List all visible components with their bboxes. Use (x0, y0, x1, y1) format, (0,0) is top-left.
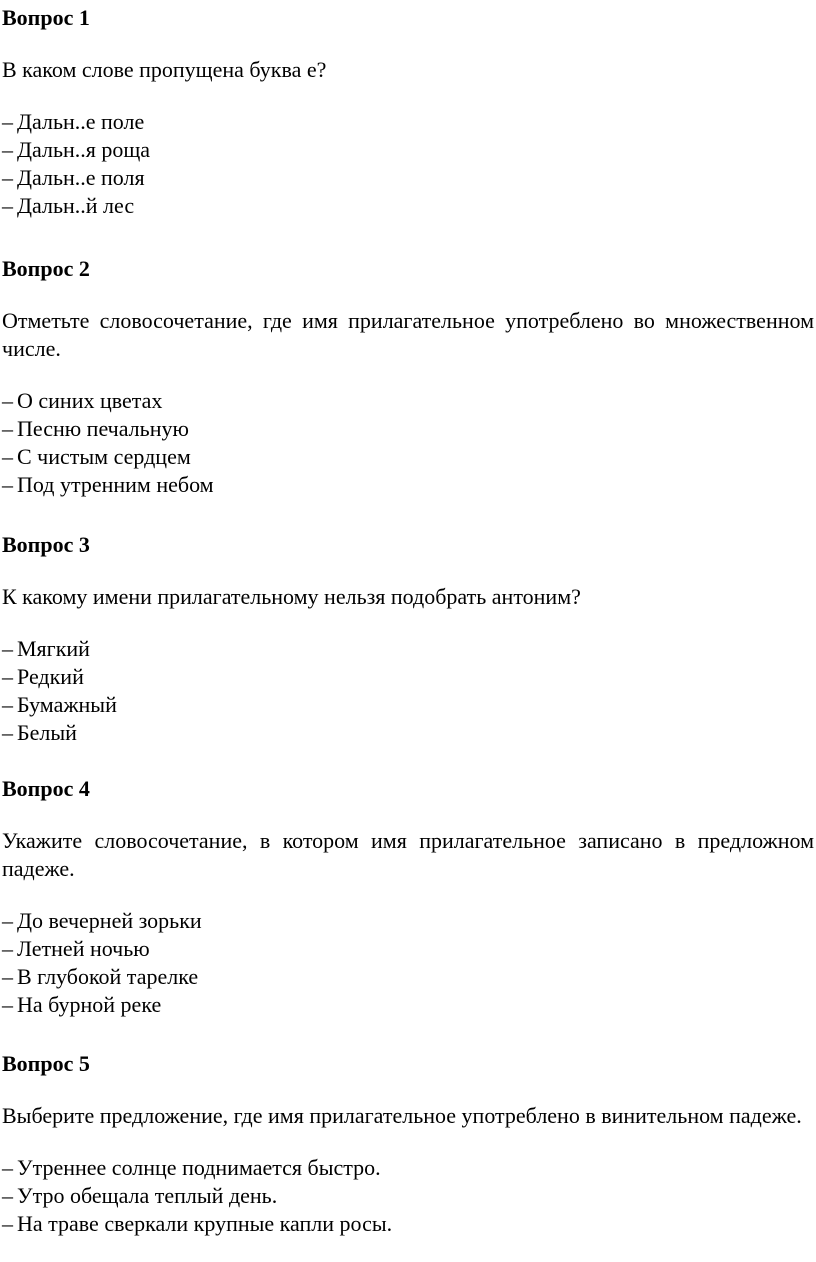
answer-option (2, 415, 814, 443)
option-label: На бурной реке (17, 992, 162, 1017)
question-title: Вопрос 5 (2, 1051, 90, 1076)
answer-options (2, 387, 814, 499)
question-5 (2, 1048, 814, 1238)
option-dash: – (2, 109, 13, 134)
question-title: Вопрос 4 (2, 776, 90, 801)
question-text: Укажите словосочетание, в котором имя прилагательное записано в предложном падеже. (2, 828, 814, 881)
option-label: Дальн..я роща (17, 137, 151, 162)
option-label: До вечерней зорьки (17, 908, 202, 933)
option-dash: – (2, 1155, 13, 1180)
option-dash: – (2, 444, 13, 469)
option-label: Мягкий (17, 636, 90, 661)
option-label: С чистым сердцем (17, 444, 191, 469)
answer-option (2, 136, 814, 164)
answer-option (2, 991, 814, 1019)
option-dash: – (2, 936, 13, 961)
answer-option (2, 963, 814, 991)
answer-options (2, 907, 814, 1019)
option-label: Летней ночью (17, 936, 150, 961)
option-label: Бумажный (17, 692, 117, 717)
answer-option (2, 691, 814, 719)
option-label: На траве сверкали крупные капли росы. (17, 1211, 393, 1236)
question-text: К какому имени прилагательному нельзя подобрать антоним? (2, 584, 581, 609)
question-title: Вопрос 2 (2, 256, 90, 281)
option-dash: – (2, 1183, 13, 1208)
option-label: Утреннее солнце поднимается быстро. (17, 1155, 381, 1180)
option-dash: – (2, 908, 13, 933)
option-dash: – (2, 692, 13, 717)
answer-option (2, 443, 814, 471)
option-dash: – (2, 388, 13, 413)
answer-options (2, 108, 814, 220)
option-dash: – (2, 720, 13, 745)
question-text: В каком слове пропущена буква е? (2, 57, 327, 82)
option-dash: – (2, 193, 13, 218)
question-4 (2, 773, 814, 1019)
answer-option (2, 471, 814, 499)
answer-option (2, 108, 814, 136)
option-label: Дальн..й лес (17, 193, 135, 218)
question-1 (2, 2, 814, 220)
answer-option (2, 635, 814, 663)
option-dash: – (2, 992, 13, 1017)
answer-option (2, 1182, 814, 1210)
option-dash: – (2, 416, 13, 441)
option-label: Дальн..е поля (17, 165, 145, 190)
answer-option (2, 719, 814, 747)
question-title: Вопрос 1 (2, 5, 90, 30)
option-label: В глубокой тарелке (17, 964, 199, 989)
question-2 (2, 253, 814, 499)
option-dash: – (2, 1211, 13, 1236)
option-dash: – (2, 137, 13, 162)
answer-option (2, 663, 814, 691)
option-label: Утро обещала теплый день. (17, 1183, 278, 1208)
answer-option (2, 907, 814, 935)
option-dash: – (2, 964, 13, 989)
option-dash: – (2, 165, 13, 190)
option-label: Дальн..е поле (17, 109, 145, 134)
option-dash: – (2, 472, 13, 497)
option-dash: – (2, 636, 13, 661)
question-text: Выберите предложение, где имя прилагательное употреблено в винительном падеже. (2, 1103, 802, 1128)
answer-option (2, 387, 814, 415)
option-label: Под утренним небом (17, 472, 214, 497)
option-label: Редкий (17, 664, 84, 689)
answer-option (2, 164, 814, 192)
question-title: Вопрос 3 (2, 532, 90, 557)
option-label: Белый (17, 720, 77, 745)
answer-option (2, 192, 814, 220)
answer-options (2, 635, 814, 747)
question-3 (2, 529, 814, 747)
answer-options (2, 1154, 814, 1238)
question-text: Отметьте словосочетание, где имя прилагательное употреблено во множественном числе. (2, 308, 814, 361)
answer-option (2, 1210, 814, 1238)
option-label: Песню печальную (17, 416, 189, 441)
option-label: О синих цветах (17, 388, 163, 413)
answer-option (2, 1154, 814, 1182)
answer-option (2, 935, 814, 963)
option-dash: – (2, 664, 13, 689)
